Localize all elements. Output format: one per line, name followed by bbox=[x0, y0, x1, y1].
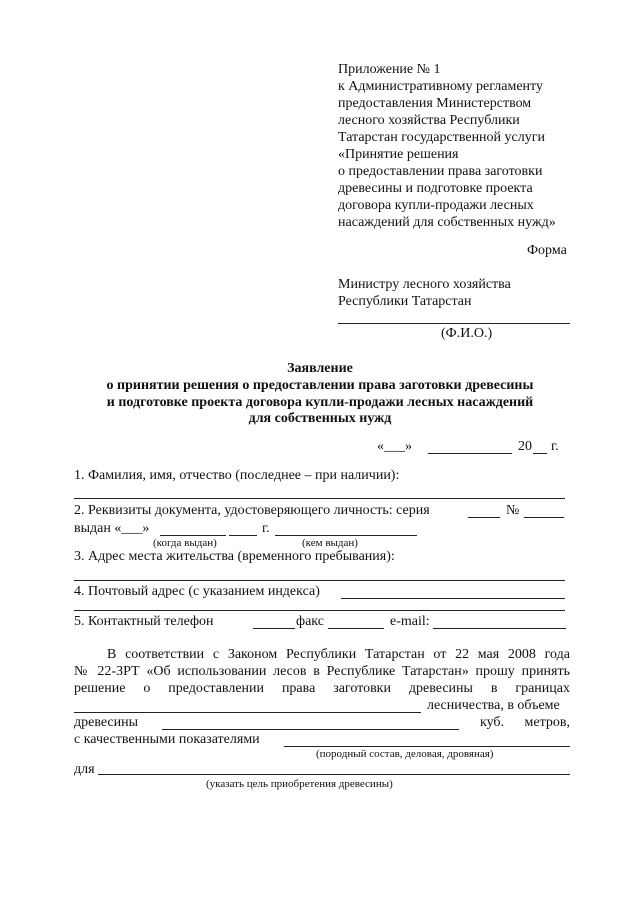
body-line2: № 22-ЗРТ «Об использовании лесов в Республике Татарстан» прошу принять bbox=[74, 664, 570, 679]
appendix-line: Татарстан государственной услуги bbox=[338, 130, 545, 145]
form-label: Форма bbox=[527, 243, 567, 258]
field-residence-label: 3. Адрес места жительства (временного пребывания): bbox=[74, 549, 395, 564]
field-postal-label: 4. Почтовый адрес (с указанием индекса) bbox=[74, 584, 320, 599]
appendix-line: договора купли-продажи лесных bbox=[338, 198, 534, 213]
email-input-line[interactable] bbox=[433, 628, 566, 629]
fax-input-line[interactable] bbox=[328, 628, 384, 629]
field-document-label: 2. Реквизиты документа, удостоверяющего личность: серия bbox=[74, 503, 430, 518]
number-symbol: № bbox=[506, 503, 520, 518]
appendix-line: «Принятие решения bbox=[338, 147, 459, 162]
date-year-suffix: г. bbox=[551, 439, 559, 454]
quality-hint: (породный состав, деловая, дровяная) bbox=[316, 748, 494, 760]
issued-by-line[interactable] bbox=[275, 535, 417, 536]
addressee-line2: Республики Татарстан bbox=[338, 294, 472, 309]
forestry-label: лесничества, в объеме bbox=[427, 698, 560, 713]
issued-by-hint: (кем выдан) bbox=[302, 537, 358, 549]
purpose-label: для bbox=[74, 762, 95, 777]
quality-input-line[interactable] bbox=[284, 746, 570, 747]
field-phone-label: 5. Контактный телефон bbox=[74, 614, 214, 629]
cubic-meters-label: куб. метров, bbox=[480, 715, 570, 730]
appendix-line: лесного хозяйства Республики bbox=[338, 113, 520, 128]
when-issued-hint: (когда выдан) bbox=[153, 537, 217, 549]
wood-label: древесины bbox=[74, 715, 139, 730]
title-line3: для собственных нужд bbox=[248, 411, 392, 426]
series-input-line[interactable] bbox=[468, 517, 500, 518]
issued-label: выдан «___» bbox=[74, 521, 150, 536]
issued-date-line[interactable] bbox=[160, 535, 226, 536]
quality-label: с качественными показателями bbox=[74, 732, 260, 747]
date-month-blank[interactable] bbox=[428, 453, 512, 454]
fio-hint: (Ф.И.О.) bbox=[441, 326, 493, 341]
fax-label: факс bbox=[296, 614, 324, 629]
issued-year-line[interactable] bbox=[229, 535, 257, 536]
appendix-line: древесины и подготовке проекта bbox=[338, 181, 533, 196]
issued-year-suffix: г. bbox=[262, 521, 270, 536]
volume-input-line[interactable] bbox=[162, 729, 459, 730]
body-line3: решение о предоставлении права заготовки древесины в границах bbox=[74, 681, 570, 696]
title-line1: о принятии решения о предоставлении права заготовки древесины bbox=[106, 378, 534, 393]
appendix-line: насаждений для собственных нужд» bbox=[338, 215, 556, 230]
phone-input-line[interactable] bbox=[253, 628, 295, 629]
fullname-input-line[interactable] bbox=[74, 498, 565, 499]
forestry-input-line[interactable] bbox=[74, 712, 421, 713]
field-fullname-label: 1. Фамилия, имя, отчество (последнее – при наличии): bbox=[74, 468, 400, 483]
document-title: Заявление bbox=[287, 361, 353, 376]
appendix-line: к Административному регламенту bbox=[338, 79, 543, 94]
purpose-hint: (указать цель приобретения древесины) bbox=[206, 778, 393, 790]
postal-input-line2[interactable] bbox=[74, 610, 565, 611]
appendix-line: Приложение № 1 bbox=[338, 62, 441, 77]
purpose-input-line[interactable] bbox=[98, 774, 570, 775]
addressee-line1: Министру лесного хозяйства bbox=[338, 277, 511, 292]
date-year-blank[interactable] bbox=[533, 453, 547, 454]
appendix-line: предоставления Министерством bbox=[338, 96, 532, 111]
residence-input-line[interactable] bbox=[74, 580, 565, 581]
title-line2: и подготовке проекта договора купли-продажи лесных насаждений bbox=[106, 395, 534, 410]
number-input-line[interactable] bbox=[524, 517, 564, 518]
appendix-line: о предоставлении права заготовки bbox=[338, 164, 543, 179]
date-day: «___» bbox=[377, 439, 412, 454]
body-line1: В соответствии с Законом Республики Татарстан от 22 мая 2008 года bbox=[107, 647, 570, 662]
date-year-prefix: 20 bbox=[518, 439, 532, 454]
postal-input-line[interactable] bbox=[341, 598, 565, 599]
fio-underline[interactable] bbox=[338, 323, 570, 324]
email-label: e-mail: bbox=[390, 614, 430, 629]
